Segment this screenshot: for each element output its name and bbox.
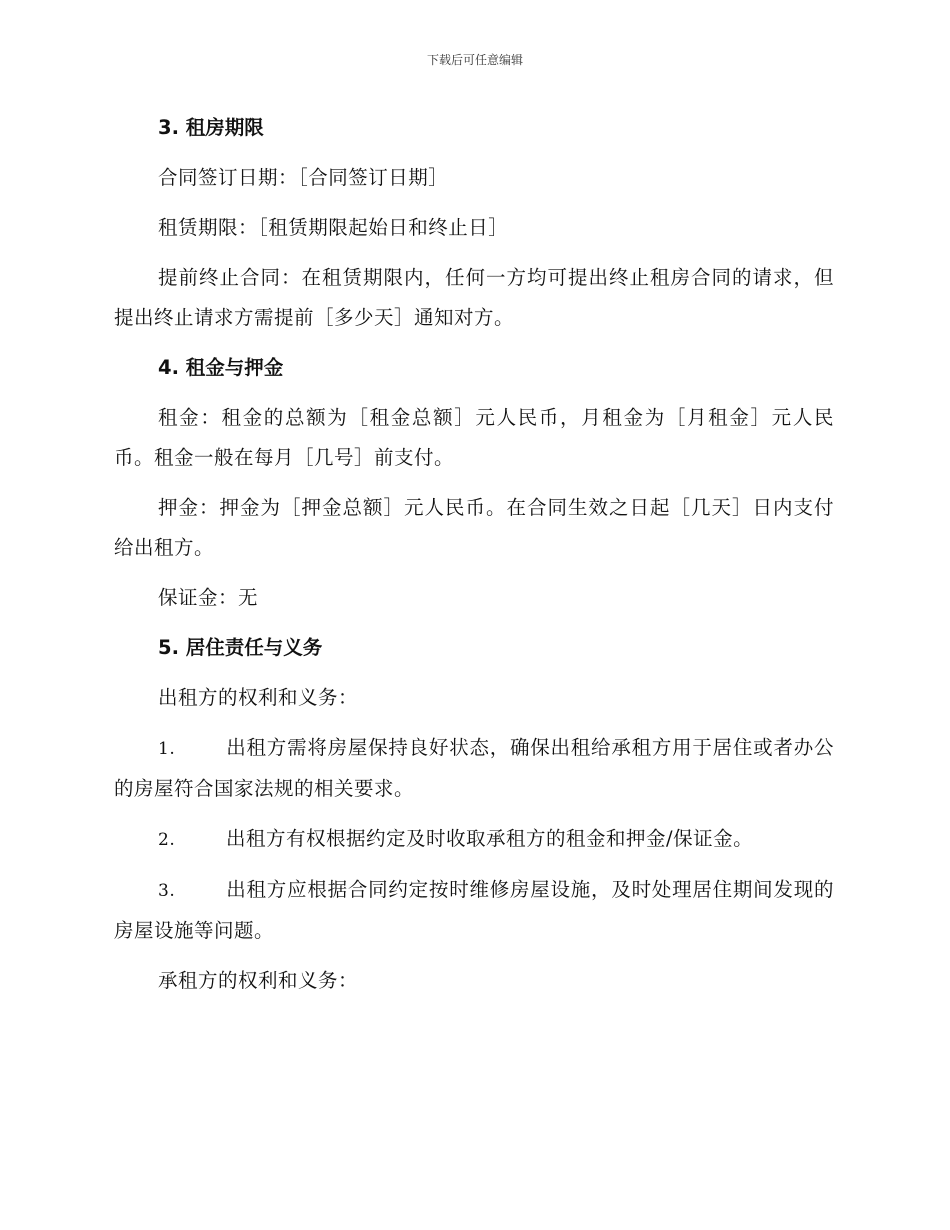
list-item-number: 3. — [158, 881, 176, 901]
list-item-number: 2. — [158, 830, 176, 850]
list-item-text: 出租方应根据合同约定按时维修房屋设施，及时处理居住期间发现的房屋设施等问题。 — [114, 878, 834, 942]
page-header-note: 下载后可任意编辑 — [426, 53, 523, 67]
deposit-paragraph: 押金：押金为［押金总额］元人民币。在合同生效之日起［几天］日内支付给出租方。 — [114, 496, 834, 559]
list-item — [114, 819, 834, 860]
lease-term-line: 租赁期限：［租赁期限起始日和终止日］ — [158, 216, 509, 239]
list-item — [114, 728, 834, 809]
list-item-text: 出租方需将房屋保持良好状态，确保出租给承租方用于居住或者办公的房屋符合国家法规的相关要求。 — [114, 736, 834, 800]
document-body — [114, 108, 834, 1011]
list-item-number: 1. — [158, 739, 176, 759]
section-5-title: 5. 居住责任与义务 — [158, 636, 323, 659]
list-item-text: 出租方有权根据约定及时收取承租方的租金和押金/保证金。 — [226, 827, 754, 850]
early-termination-paragraph: 提前终止合同：在租赁期限内，任何一方均可提出终止租房合同的请求，但提出终止请求方需提前［多少天］通知对方。 — [114, 266, 834, 329]
rent-paragraph: 租金：租金的总额为［租金总额］元人民币，月租金为［月租金］元人民币。租金一般在每月［几号］前支付。 — [114, 406, 834, 469]
list-item — [114, 870, 834, 951]
section-3-title: 3. 租房期限 — [158, 116, 264, 139]
lessee-rights-heading: 承租方的权利和义务： — [158, 969, 359, 992]
section-4-title: 4. 租金与押金 — [158, 356, 284, 379]
lessor-rights-heading: 出租方的权利和义务： — [158, 686, 359, 709]
sign-date-line: 合同签订日期：［合同签订日期］ — [158, 166, 449, 189]
guarantee-line: 保证金：无 — [158, 586, 259, 609]
